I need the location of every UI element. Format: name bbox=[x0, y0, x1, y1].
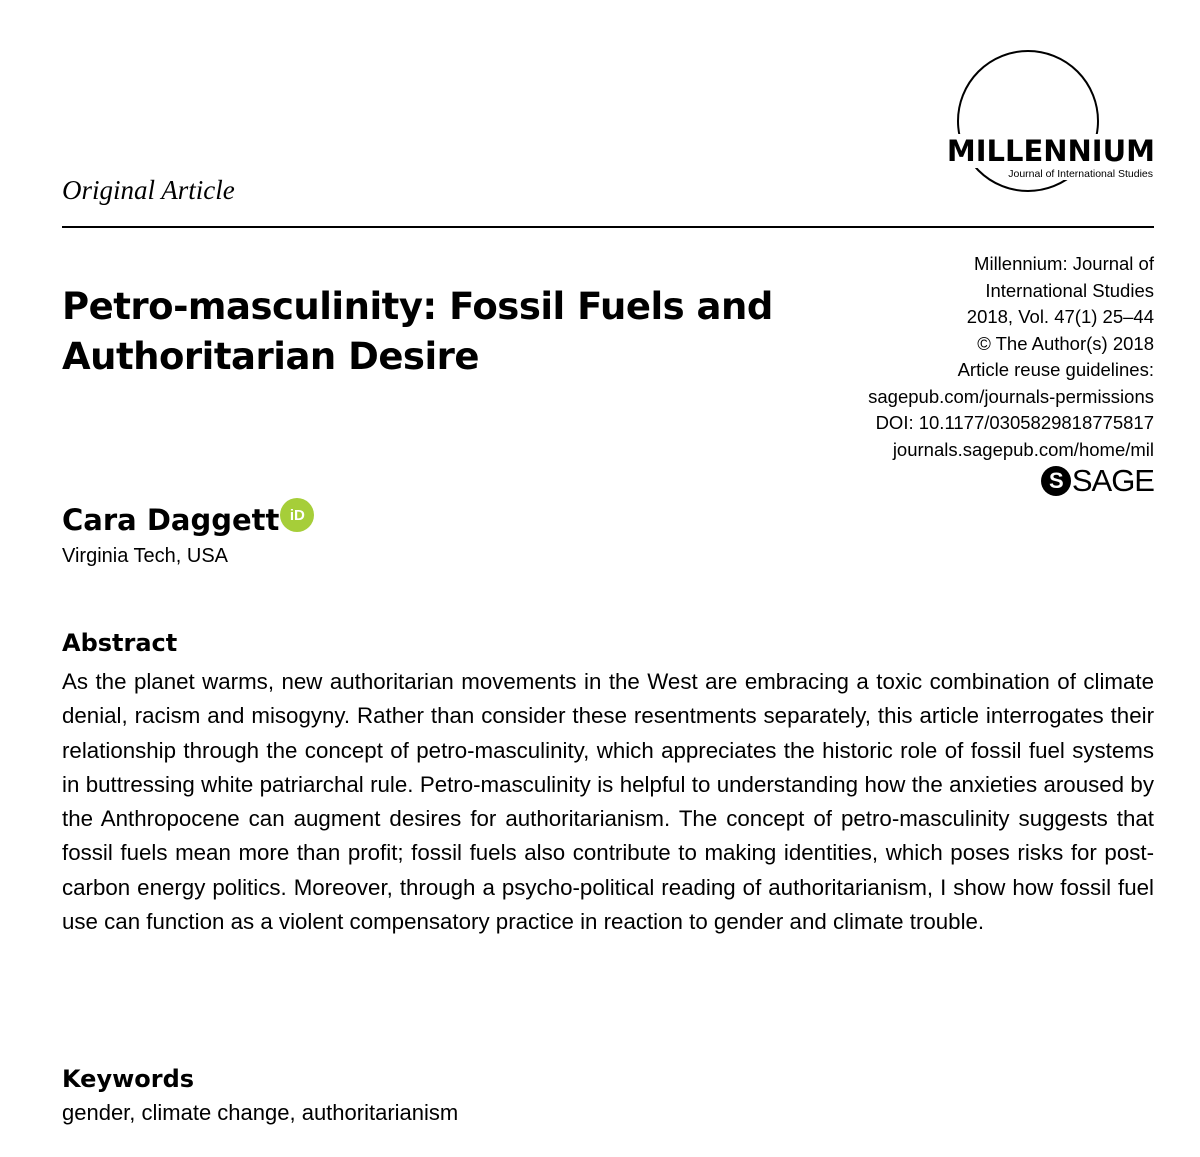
keywords-heading: Keywords bbox=[62, 1065, 195, 1093]
author-name: Cara Daggett bbox=[62, 503, 280, 537]
journal-logo-name: MILLENNIUM bbox=[946, 134, 1155, 168]
citation-copyright: © The Author(s) 2018 bbox=[977, 332, 1154, 354]
sage-s-icon: S bbox=[1041, 466, 1071, 496]
keywords-text: gender, climate change, authoritarianism bbox=[62, 1100, 459, 1125]
citation-permissions-link[interactable]: sagepub.com/journals-permissions bbox=[868, 385, 1154, 407]
journal-logo bbox=[895, 50, 1165, 190]
citation-doi[interactable]: DOI: 10.1177/0305829818775817 bbox=[875, 412, 1154, 433]
citation-journal-link[interactable]: journals.sagepub.com/home/mil bbox=[892, 438, 1154, 460]
citation-block bbox=[814, 251, 1154, 463]
citation-volume: 2018, Vol. 47(1) 25–44 bbox=[966, 306, 1154, 327]
citation-journal-line-2: International Studies bbox=[985, 279, 1154, 301]
article-type-label: Original Article bbox=[62, 175, 235, 205]
citation-journal-line-1: Millennium: Journal of bbox=[974, 253, 1154, 274]
sage-logo bbox=[1041, 462, 1154, 500]
author-affiliation: Virginia Tech, USA bbox=[62, 545, 229, 567]
orcid-icon[interactable]: iD bbox=[280, 498, 314, 532]
abstract-heading: Abstract bbox=[62, 629, 178, 657]
journal-logo-subtitle: Journal of International Studies bbox=[1008, 168, 1153, 180]
citation-reuse-label: Article reuse guidelines: bbox=[957, 359, 1154, 380]
sage-logo-text: SAGE bbox=[1071, 463, 1154, 498]
abstract-text: As the planet warms, new authoritarian movements in the West are embracing a toxic combination of climate denial, racism and misogyny. Rather than consider these resentments separately, this article interrogates their relationship through the concept of petro-masculinity, which appreciates the historic role of fossil fuel systems in buttressing white patriarchal rule. Petro-masculinity is helpful to understanding how the anxieties aroused by the Anthropocene can augment desires for authoritarianism. The concept of petro-masculinity suggests that fossil fuels mean more than profit; fossil fuels also contribute to making identities, which poses risks for post-carbon energy politics. Moreover, through a psycho-political reading of authoritarianism, I show how fossil fuel use can function as a violent compensatory practice in reaction to gender and climate trouble. bbox=[62, 669, 1154, 935]
article-title: Petro-masculinity: Fossil Fuels and Authoritarian Desire bbox=[62, 285, 773, 378]
author-block bbox=[62, 500, 314, 570]
header-divider bbox=[62, 226, 1154, 228]
